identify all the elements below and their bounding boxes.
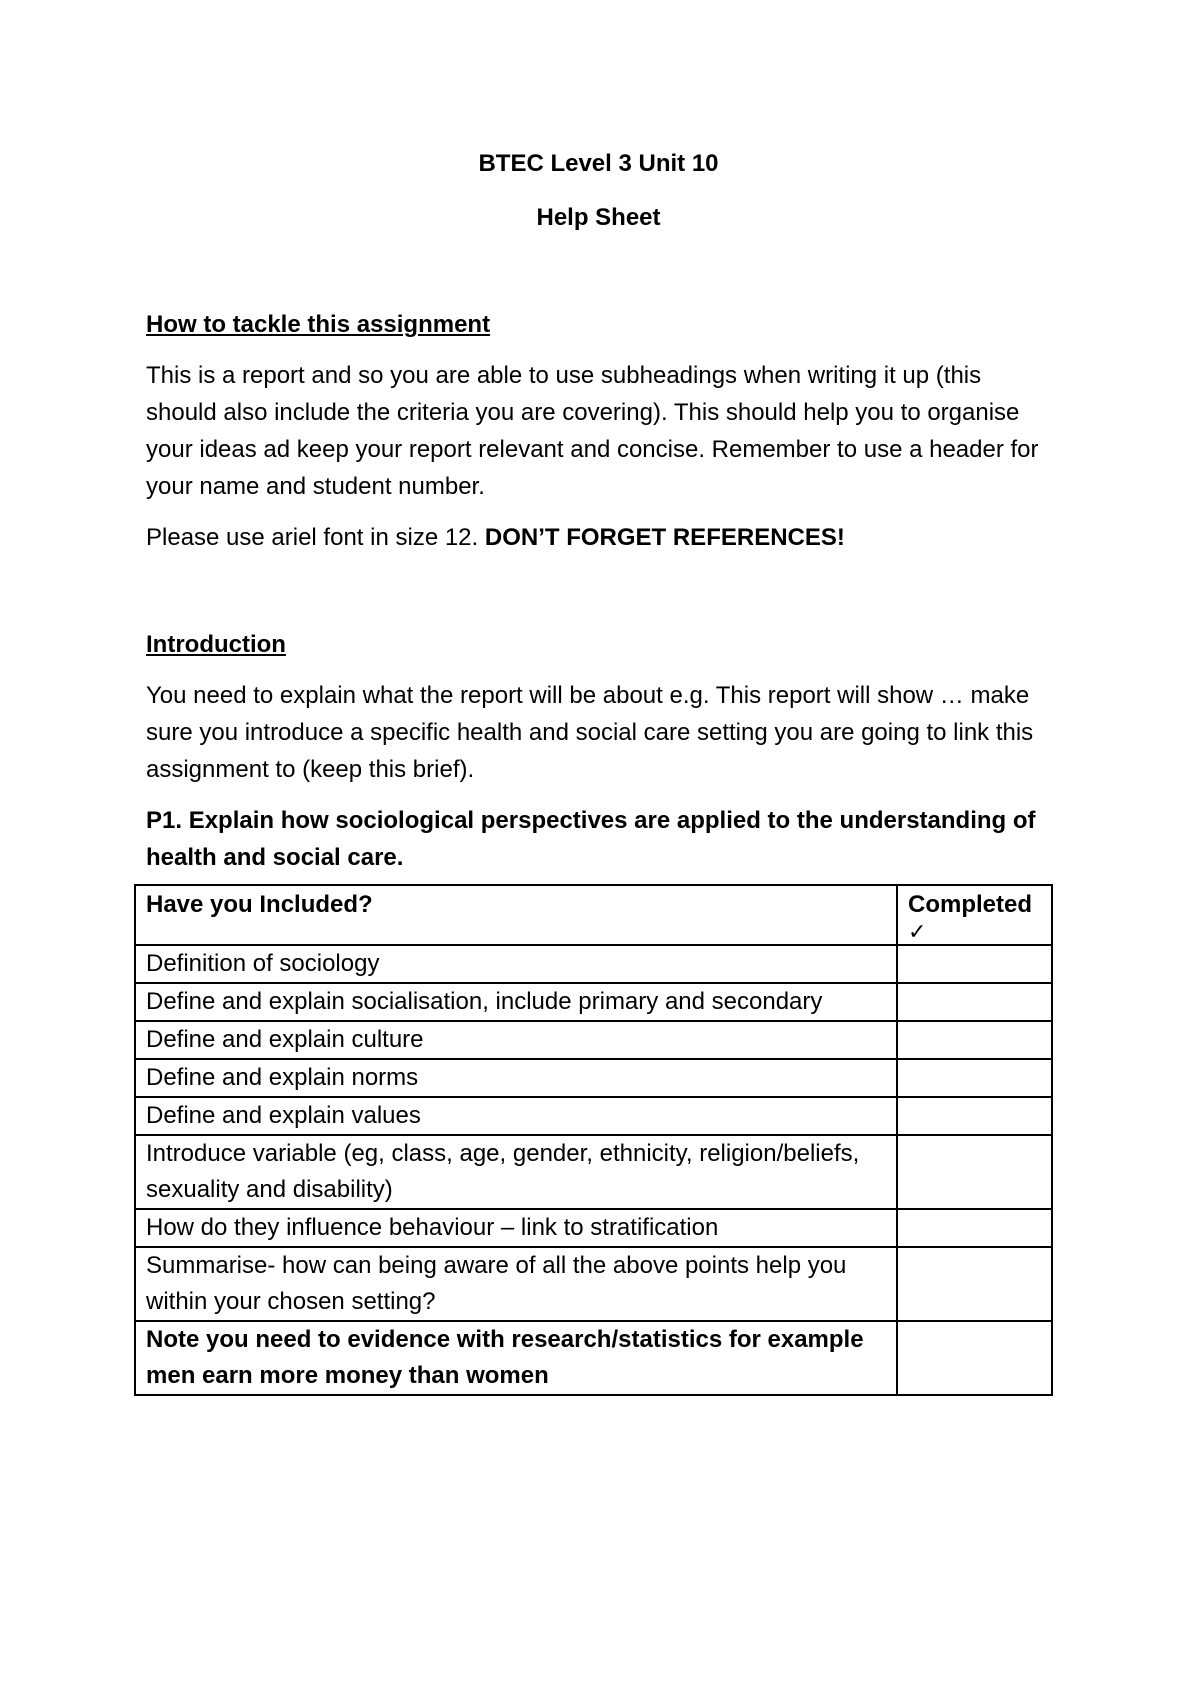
checkmark-icon: ✓: [908, 919, 927, 944]
table-row: [135, 1021, 1052, 1059]
completed-cell[interactable]: [897, 945, 1052, 983]
document-title: BTEC Level 3 Unit 10: [478, 150, 719, 177]
table-row: [135, 1059, 1052, 1097]
table-row: [135, 1135, 1052, 1209]
checklist-item-evidence-note: Note you need to evidence with research/statistics for example men earn more money than women: [135, 1321, 897, 1395]
table-row: [135, 1097, 1052, 1135]
checklist-item: Define and explain culture: [135, 1021, 897, 1059]
font-instruction-text: Please use ariel font in size 12.: [146, 524, 485, 551]
completed-cell[interactable]: [897, 1135, 1052, 1209]
checklist-item: Define and explain values: [135, 1097, 897, 1135]
table-row: [135, 1321, 1052, 1395]
completed-cell[interactable]: [897, 1209, 1052, 1247]
table-row: [135, 1247, 1052, 1321]
checklist-header-included: Have you Included?: [135, 885, 897, 945]
checklist-item: Summarise- how can being aware of all the above points help you within your chosen setting?: [135, 1247, 897, 1321]
completed-cell[interactable]: [897, 1321, 1052, 1395]
section-heading-tackle: How to tackle this assignment: [146, 311, 491, 338]
checklist-item: Define and explain norms: [135, 1059, 897, 1097]
table-row: [135, 983, 1052, 1021]
completed-cell[interactable]: [897, 1097, 1052, 1135]
document-subtitle: Help Sheet: [536, 204, 661, 231]
completed-cell[interactable]: [897, 1059, 1052, 1097]
completed-cell[interactable]: [897, 1247, 1052, 1321]
checklist-header-row: [135, 885, 1052, 945]
checklist-item: Definition of sociology: [135, 945, 897, 983]
table-row: [135, 945, 1052, 983]
completed-cell[interactable]: [897, 1021, 1052, 1059]
checklist-item: How do they influence behaviour – link to stratification: [135, 1209, 897, 1247]
introduction-paragraph: You need to explain what the report will be about e.g. This report will show … make sure you introduce a specific health and social care setting you are going to link this assignment to (keep this brief).: [146, 682, 1034, 783]
table-row: [135, 1209, 1052, 1247]
tackle-paragraph: This is a report and so you are able to use subheadings when writing it up (this should also include the criteria you are covering). This should help you to organise your ideas ad keep your report relevant and concise. Remember to use a header for your name and student number.: [146, 362, 1039, 500]
checklist-header-completed: Completed ✓: [897, 885, 1052, 945]
p1-criteria-heading: P1. Explain how sociological perspectives are applied to the understanding of health and social care.: [146, 807, 1036, 871]
completed-cell[interactable]: [897, 983, 1052, 1021]
checklist-table: [134, 884, 1053, 1396]
checklist-item: Introduce variable (eg, class, age, gender, ethnicity, religion/beliefs, sexuality and disability): [135, 1135, 897, 1209]
checklist-item: Define and explain socialisation, include primary and secondary: [135, 983, 897, 1021]
section-heading-introduction: Introduction: [146, 631, 286, 658]
document-content: [146, 145, 1051, 1396]
font-instruction-paragraph: [146, 519, 1051, 556]
references-reminder: DON’T FORGET REFERENCES!: [484, 524, 845, 551]
